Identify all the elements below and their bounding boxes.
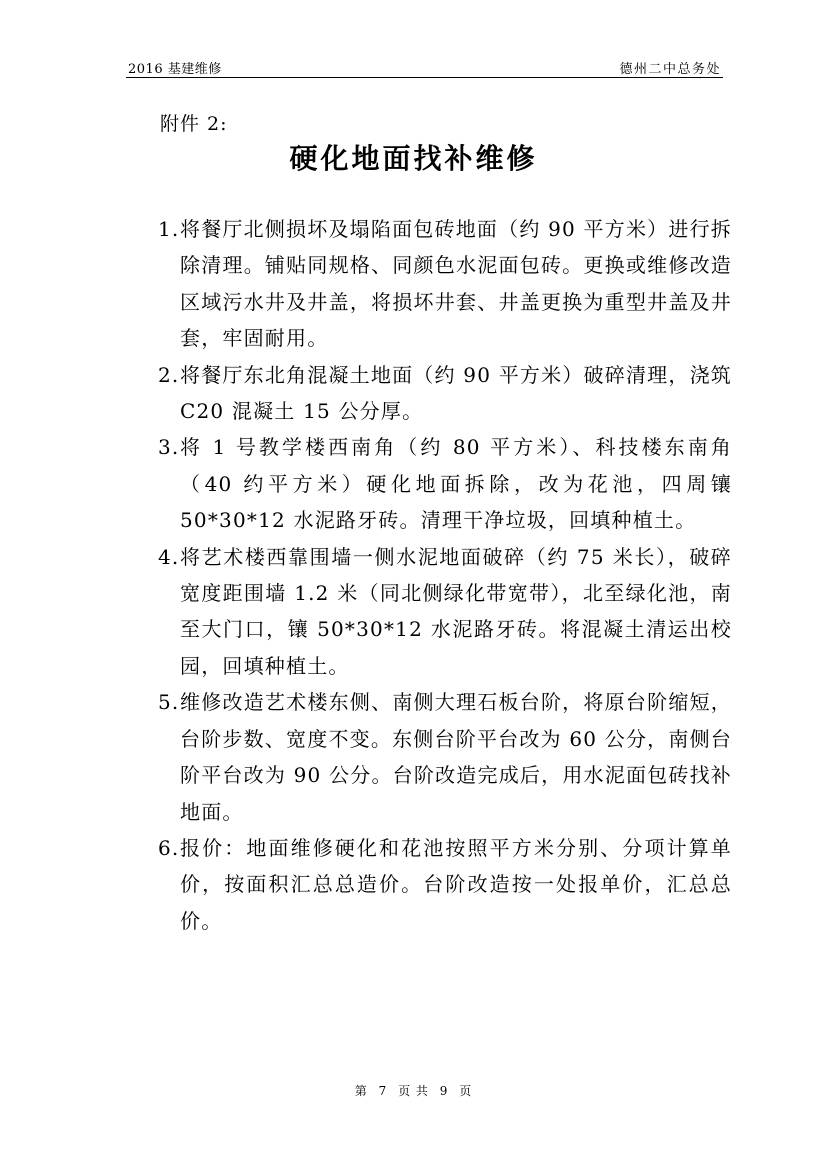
document-title: 硬化地面找补维修 [289,142,538,175]
item-text: 将餐厅北侧损坏及塌陷面包砖地面（约 90 平方米）进行拆除清理。铺贴同规格、同颜色水泥面包砖。更换或维修改造区域污水井及井盖，将损坏井套、井盖更换为重型井盖及井套，牢固耐用。 [180,217,732,351]
current-page-number: 7 [378,1084,388,1098]
item-text: 将 1 号教学楼西南角（约 80 平方米）、科技楼东南角（40 约平方米）硬化地面拆除，改为花池，四周镶 50*30*12 水泥路牙砖。清理干净垃圾，回填种植土。 [180,435,732,533]
list-item [158,684,732,830]
item-text: 将餐厅东北角混凝土地面（约 90 平方米）破碎清理，浇筑 C20 混凝土 15 公分厚。 [180,362,732,424]
page-header [126,55,723,78]
item-number: 1. [158,217,180,241]
page-mid-label: 页 共 [398,1084,429,1098]
item-number: 3. [158,435,180,460]
page-suffix-label: 页 [459,1084,473,1098]
item-number: 4. [158,544,180,569]
item-number: 2. [158,362,180,387]
attachment-label: 附件 2: [160,113,228,135]
list-item [158,539,732,685]
page-footer [0,1082,827,1099]
item-list [158,211,732,939]
item-number: 6. [158,835,180,860]
item-number: 5. [158,690,180,715]
item-text: 报价：地面维修硬化和花池按照平方米分别、分项计算单价，按面积汇总总造价。台阶改造按一处报单价，汇总总价。 [180,835,732,933]
list-item [158,429,732,538]
header-department-label: 德州二中总务处 [619,62,721,77]
list-item [158,830,732,939]
list-item [158,357,732,430]
list-item [158,211,732,357]
item-text: 维修改造艺术楼东侧、南侧大理石板台阶，将原台阶缩短，台阶步数、宽度不变。东侧台阶平台改为 60 公分，南侧台阶平台改为 90 公分。台阶改造完成后，用水泥面包砖找补地面。 [180,690,732,824]
total-page-number: 9 [439,1084,449,1098]
item-text: 将艺术楼西靠围墙一侧水泥地面破碎（约 75 米长），破碎宽度距围墙 1.2 米（同北侧绿化带宽带），北至绿化池，南至大门口，镶 50*30*12 水泥路牙砖。将混凝土清运出校园，回填种植土。 [180,544,732,678]
header-year-label: 2016 基建维修 [128,62,222,77]
page-prefix-label: 第 [354,1084,368,1098]
